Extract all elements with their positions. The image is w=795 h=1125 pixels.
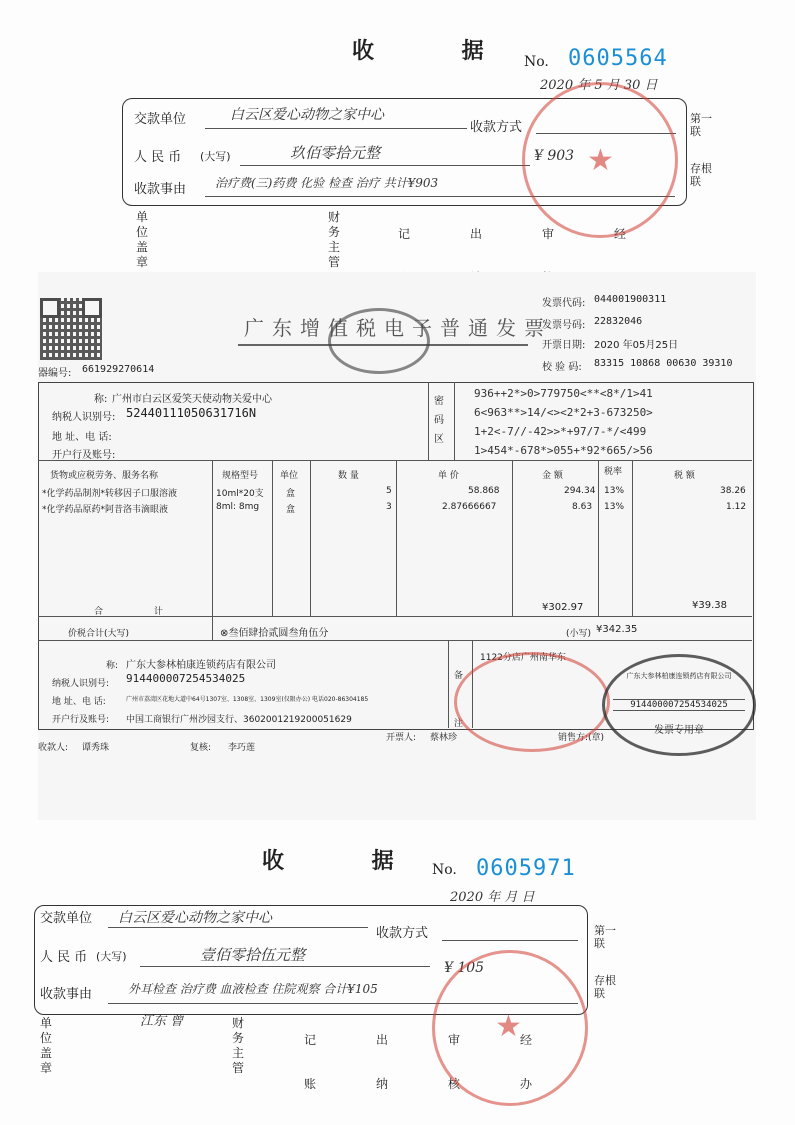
date-label: 开票日期: — [542, 340, 586, 351]
footer-ledger: 记 — [398, 227, 411, 241]
hospital-stamp: ★ — [522, 82, 678, 238]
reviewer-value: 李巧莲 — [228, 743, 256, 753]
footer-finance: 财务主管 — [232, 1016, 245, 1075]
col-name: 货物或应税劳务、服务名称 — [50, 471, 159, 481]
rmb-value: 玖佰零拾元整 — [290, 144, 381, 162]
seal-taxno: 914400007254534025 — [613, 699, 745, 711]
col-tax: 税 额 — [674, 471, 695, 481]
grand-label: 价税合计(大写) — [68, 629, 130, 639]
rmb-value: 壹佰零拾伍元整 — [200, 946, 306, 964]
footer-cashier: 出 — [470, 227, 483, 241]
buyer-bank-label: 开户行及账号: — [52, 450, 116, 461]
rmb-label: 人 民 币 — [40, 950, 88, 965]
item-price: 2.87666667 — [442, 502, 497, 512]
cipher-line-1: 936++2*>0>779750<**<8*/1>41 — [474, 387, 653, 400]
item-price: 58.868 — [468, 486, 500, 496]
side-copy-label: 第一联 — [594, 924, 616, 950]
seal-bottom: 发票专用章 — [654, 725, 704, 736]
col-spec: 规格型号 — [222, 471, 259, 481]
tax-bureau-seal — [328, 308, 430, 374]
item-name: *化学药品制剂*转移因子口服溶液 — [42, 489, 178, 499]
hospital-stamp: ★ — [432, 950, 588, 1106]
item-unit: 盒 — [286, 505, 296, 515]
num-value: 22832046 — [594, 316, 643, 327]
receipt-date: 2020 年 5 月 30 日 — [540, 78, 658, 93]
buyer-name-label: 称: — [94, 394, 108, 405]
seller-addr-label: 地 址、电 话: — [52, 697, 106, 707]
reason-label: 收款事由 — [134, 182, 187, 197]
item-tax: 1.12 — [726, 502, 747, 512]
machine-no: 661929270614 — [82, 364, 155, 375]
footer-unit-seal: 单位盖章 — [136, 210, 149, 269]
receipt-number: 0605971 — [476, 856, 576, 881]
rmb-suffix: (大写) — [200, 150, 231, 163]
footer-handler: 经办 — [520, 1033, 533, 1091]
amount-value: ¥ 105 — [444, 960, 485, 976]
invoice — [38, 272, 756, 820]
seller-tax: 914400007254534025 — [126, 672, 246, 685]
seal-company: 广东大参林柏康连锁药店有限公司 — [626, 672, 732, 680]
payee-label: 收款人: — [38, 743, 69, 753]
method-label: 收款方式 — [470, 120, 523, 135]
seller-stamp-label: 销售方:(章) — [558, 733, 605, 743]
seller-tax-label: 纳税人识别号: — [52, 679, 110, 689]
buyer-tax: 52440111050631716N — [126, 406, 257, 420]
side-stub-label: 存根联 — [594, 974, 616, 1000]
invoice-title: 广东增值税电子普通发票 — [244, 316, 552, 340]
item-spec: 8ml: 8mg — [216, 502, 260, 512]
total-label: 合 计 — [94, 607, 187, 617]
payee-value: 谭秀珠 — [82, 743, 110, 753]
seller-bank-label: 开户行及账号: — [52, 715, 110, 725]
qr-code-icon — [40, 298, 102, 360]
reason-value: 外耳检查 治疗费 血液检查 住院观察 合计¥105 — [128, 982, 378, 996]
check-value: 83315 10868 00630 39310 — [594, 358, 733, 369]
cipher-line-2: 6<963**>14/<><2*2+3-673250> — [474, 406, 653, 419]
cipher-label: 密码区 — [434, 396, 444, 445]
grand-cn: ⊗叁佰肆拾贰圆叁角伍分 — [220, 628, 329, 639]
receipt-title: 收 据 — [262, 849, 434, 874]
receipt-date: 2020 年 月 日 — [450, 890, 535, 905]
footer-handler: 经 — [614, 227, 627, 241]
total-tax: ¥39.38 — [692, 600, 727, 611]
check-label: 校 验 码: — [542, 362, 582, 373]
item-tax: 38.26 — [720, 486, 746, 496]
item-name: *化学药品原药*阿昔洛韦滴眼液 — [42, 505, 169, 515]
footer-finance: 财务主管 — [328, 210, 341, 269]
receipt-no-label: No. — [524, 54, 549, 70]
buyer-tax-label: 纳税人识别号: — [52, 412, 116, 423]
item-qty: 5 — [386, 486, 392, 496]
reason-label: 收款事由 — [40, 987, 93, 1002]
col-rate: 税率 — [604, 467, 623, 477]
col-qty: 数 量 — [338, 471, 359, 481]
grand-small-label: (小写) — [566, 629, 592, 639]
grand-small: ¥342.35 — [596, 624, 638, 635]
buyer-name: 广州市白云区爱笑天使动物关爱中心 — [112, 394, 272, 405]
num-label: 发票号码: — [542, 320, 586, 331]
item-amount: 294.34 — [564, 486, 596, 496]
buyer-addr-label: 地 址、电 话: — [52, 432, 112, 443]
pharmacy-red-stamp — [454, 652, 610, 752]
receipt-title: 收 据 — [352, 39, 524, 64]
seller-name-label: 称: — [106, 661, 119, 671]
payer-value: 白云区爱心动物之家中心 — [118, 910, 272, 926]
payer-label: 交款单位 — [40, 911, 93, 926]
machine-label: 器编号: — [38, 368, 72, 379]
cipher-line-3: 1+2<-7//-42>>*+97/7-*/<499 — [474, 425, 647, 438]
reason-extra: 江东 曾 — [140, 1014, 184, 1029]
item-spec: 10ml*20支 — [216, 489, 264, 499]
item-unit: 盒 — [286, 489, 296, 499]
date-value: 2020 年05月25日 — [594, 340, 679, 351]
receipt-number: 0605564 — [568, 46, 668, 71]
item-amount: 8.63 — [572, 502, 593, 512]
footer-ledger: 记账 — [304, 1033, 317, 1091]
item-qty: 3 — [386, 502, 392, 512]
amount-value: ¥ 903 — [534, 148, 575, 164]
side-copy-label: 第一联 — [690, 112, 712, 138]
payer-value: 白云区爱心动物之家中心 — [230, 107, 384, 123]
item-rate: 13% — [604, 486, 625, 496]
rmb-label: 人 民 币 — [134, 150, 182, 165]
footer-audit: 审核 — [448, 1033, 461, 1091]
code-value: 044001900311 — [594, 294, 667, 305]
receipt-no-label: No. — [432, 862, 457, 878]
col-unit: 单位 — [280, 471, 299, 481]
footer-cashier: 出纳 — [376, 1033, 389, 1091]
reason-value: 治疗费(三)药费 化验 检查 治疗 共计¥903 — [215, 176, 439, 190]
seller-addr: 广州市荔湾区花地大道中64号1307室、1308室、1309室(仅限办公) 电话020-86304185 — [126, 696, 369, 703]
issuer-value: 蔡林珍 — [430, 733, 458, 743]
cipher-line-4: 1>454*-678*>055+*92*665/>56 — [474, 444, 653, 457]
col-price: 单 价 — [438, 471, 459, 481]
code-label: 发票代码: — [542, 298, 586, 309]
seller-name: 广东大参林柏康连锁药店有限公司 — [126, 660, 276, 671]
reviewer-label: 复核: — [190, 743, 212, 753]
item-rate: 13% — [604, 502, 625, 512]
method-label: 收款方式 — [376, 926, 429, 941]
seller-bank: 中国工商银行广州沙园支行、3602001219200051629 — [126, 715, 352, 725]
col-amount: 金 额 — [542, 471, 563, 481]
total-amount: ¥302.97 — [542, 602, 584, 613]
footer-unit-seal: 单位盖章 — [40, 1016, 53, 1075]
invoice-special-seal — [602, 654, 756, 756]
side-stub-label: 存根联 — [690, 162, 712, 188]
remark-label: 备注 — [454, 671, 464, 729]
issuer-label: 开票人: — [386, 733, 417, 743]
remark-value: 1122分店广州南华东 — [480, 653, 566, 663]
footer-audit: 审 — [542, 227, 555, 241]
payer-label: 交款单位 — [134, 112, 187, 127]
rmb-suffix: (大写) — [96, 950, 127, 963]
